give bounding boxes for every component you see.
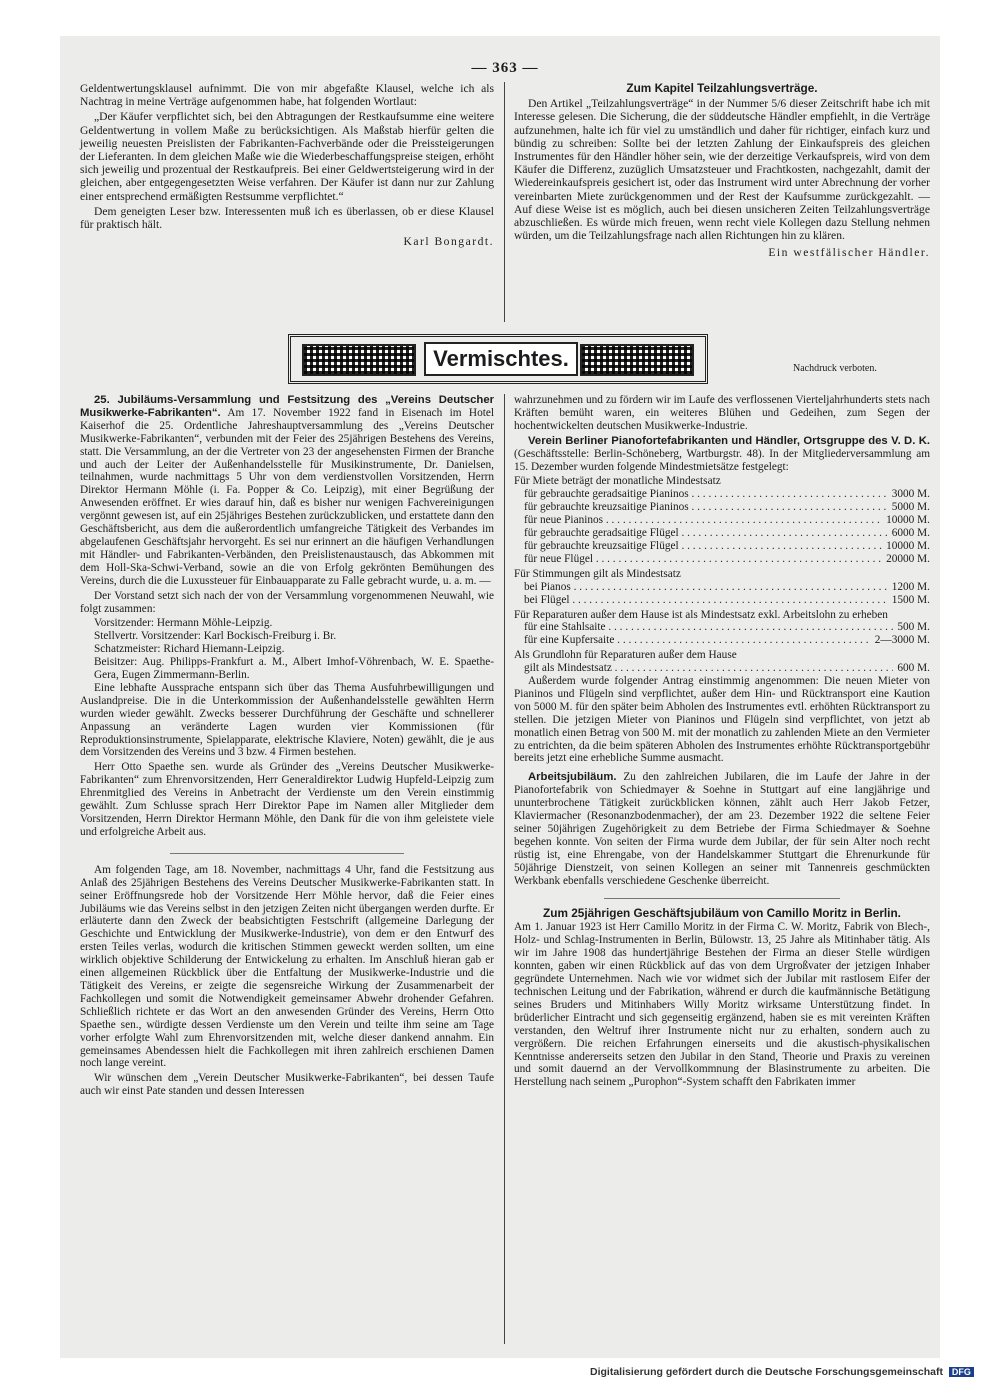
paragraph: Wir wünschen dem „Verein Deutscher Musikwerke-Fabrikanten“, bei dessen Taufe auch wir einst Pate standen und dessen Interessen bbox=[80, 1072, 494, 1098]
footer-text: Digitalisierung gefördert durch die Deutsche Forschungsgemeinschaft bbox=[590, 1366, 943, 1378]
rate-group-heading: Für Stimmungen gilt als Mindestsatz bbox=[514, 567, 681, 580]
article-heading: Zum Kapitel Teilzahlungsverträge. bbox=[626, 81, 818, 95]
column-divider bbox=[504, 82, 505, 322]
signature: Karl Bongardt. bbox=[403, 235, 494, 249]
rate-label: für gebrauchte kreuzsaitige Pianinos . . . bbox=[524, 501, 888, 514]
rate-label: für gebrauchte kreuzsaitige Flügel . . . bbox=[524, 540, 882, 553]
rate-value: 6000 M. bbox=[891, 527, 930, 540]
article-lead: 25. Jubiläums-Versammlung und Festsitzung des „Vereins Deutscher Musikwerke-Fabrikanten“. bbox=[80, 394, 494, 419]
separator bbox=[170, 841, 404, 854]
rate-row bbox=[514, 501, 930, 514]
separator bbox=[604, 890, 840, 899]
rate-row bbox=[514, 621, 930, 634]
rate-row bbox=[514, 594, 930, 607]
rate-group-heading: Als Grundlohn für Reparaturen außer dem Hause bbox=[514, 649, 737, 662]
rate-value: 500 M. bbox=[897, 621, 930, 634]
footer-credit bbox=[590, 1366, 974, 1378]
board-member: Stellvertr. Vorsitzender: Karl Bockisch-Freiburg i. Br. bbox=[94, 630, 337, 643]
rate-row bbox=[514, 540, 930, 553]
paragraph: Der Vorstand setzt sich nach der von der Versammlung vorgenommenen Neuwahl, wie folgt zusammen: bbox=[80, 589, 494, 615]
rate-group-heading: Für Miete beträgt der monatliche Mindestsatz bbox=[514, 475, 721, 488]
section-title: Vermischtes. bbox=[424, 342, 578, 376]
rate-label: für eine Stahlsaite . . . bbox=[524, 621, 893, 634]
article-lead: Verein Berliner Pianofortefabrikanten und Händler, Ortsgruppe des V. D. K. bbox=[528, 434, 930, 447]
rate-row bbox=[514, 514, 930, 527]
paragraph: Dem geneigten Leser bzw. Interessenten muß ich es überlassen, ob er diese Klausel für praktisch hält. bbox=[80, 204, 494, 232]
article-heading: Zum 25jährigen Geschäftsjubiläum von Camillo Moritz in Berlin. bbox=[543, 905, 901, 920]
right-top-column bbox=[514, 82, 930, 260]
rate-label: für gebrauchte geradsaitige Pianinos . . . bbox=[524, 488, 888, 501]
left-main-column bbox=[80, 394, 494, 1100]
board-member: Vorsitzender: Hermann Möhle-Leipzig. bbox=[94, 617, 273, 630]
quoted-clause: „Der Käufer verpflichtet sich, bei den Abtragungen der Restkaufsumme eine weitere Geldentwertung in vollem Maße zu berücksichtigen. Als Maßstab hierfür gelten die jeweilig neuesten Preislisten der Fabrikanten-Fachverbände oder die Preissteigerungen der Lieferanten. In dem gleichen Maße wie die Wiederbeschaffungspreise steigen, erhöht sich jeweilig und prozentual der Restkaufpreis. Bei einer Geldwertsteigerung wird in der gleichen, aber entgegengesetzten Weise verfahren. Der Käufer ist dann nur zur Zahlung einer entsprechend ermäßigten Restsumme verpflichtet.“ bbox=[80, 110, 494, 203]
article-body: Am 17. November 1922 fand in Eisenach im Hotel Kaiserhof die 25. Ordentliche Jahreshauptversammlung des „Vereins Deutscher Musikwerke-Fabrikanten“, verbunden mit der Feier des 25jährigen Bestehens des Vereins, statt. Die Versammlung, an der die Vertreter von 23 der angesehensten Firmen der Branche und auch der Leiter der Außenhandelsstelle für Musikinstrumente, Dr. Danielsen, teilnahmen, wurde nachmittags 5 Uhr von dem verdienstvollen Vorsitzenden, Herrn Direktor Hermann Möhle (i. Fa. Popper & Co. Leipzig), mit einer Begrüßung der Anwesenden eröffnet. Er wies darauf hin, daß es bisher nur wenigen Fachvereinigungen vergönnt gewesen ist, auf ein 25jähriges Bestehen zurückzublicken, und erstattete dann den Geschäftsbericht, aus dem die außerordentlich umfangreiche Tätigkeit des Verbandes im abgelaufenen Geschäftsjahr hervorgeht. Es sei nur erinnert an die häufigen Verhandlungen mit Händler- und Fabrikanten-Verbänden, den Preislistenaustausch, das Abkommen mit dem Holl-Ska-Schwi-Verband, sowie an die von Erfolg gekrönten Bemühungen des Vereins, durch die die Luxussteuer für Einbauapparate zu Falle gebracht wurde, u. a. m. — bbox=[80, 406, 495, 587]
article-verein bbox=[514, 435, 930, 474]
rate-value: 10000 M. bbox=[886, 514, 930, 527]
rate-value: 600 M. bbox=[897, 662, 930, 675]
left-top-column bbox=[80, 82, 494, 248]
rate-value: 2—3000 M. bbox=[874, 634, 930, 647]
rate-value: 1500 M. bbox=[891, 593, 930, 606]
rate-label: bei Pianos . . . bbox=[524, 581, 888, 594]
rate-label: für gebrauchte geradsaitige Flügel . . . bbox=[524, 527, 888, 540]
dfg-logo: DFG bbox=[949, 1367, 974, 1377]
board-list bbox=[80, 617, 494, 682]
right-main-column bbox=[514, 394, 930, 1091]
paragraph: Den Artikel „Teilzahlungsverträge“ in der Nummer 5/6 dieser Zeitschrift habe ich mit Interesse gelesen. Die Sicherung, die der süddeutsche Händler empfiehlt, in die Verträge aufzunehmen, halte ich für viel zu umständlich und daher für richtiger, einfach kurz und bündig zu schreiben: Sollte bei der letzten Zahlung der Einkaufspreis des gleichen Instrumentes für den Händler höher sein, wie der derzeitige Verkaufspreis, wird von dem Käufer die Differenz, zuzüglich Umsatzsteuer und Frachtkosten, nachgezahlt, damit der Wiedereinkaufspreis gesichert ist, oder das Instrument wird unter Abrechnung der vorher vereinbarten Miete zurückgenommen und der Rest der Kaufsumme zurückgezahlt. — Auf diese Weise ist es möglich, auch bei diesen unsicheren Zeiten Teilzahlungsverträge abzuschließen. Es würde mich freuen, wenn recht viele Kollegen dazu Stellung nehmen würden, um die Teilzahlungsfrage nach allen Richtungen hin zu klären. bbox=[514, 97, 930, 243]
rate-label: für eine Kupfersaite . . . bbox=[524, 634, 871, 647]
rate-value: 1200 M. bbox=[891, 580, 930, 593]
signature: Ein westfälischer Händler. bbox=[768, 246, 930, 260]
article-arbeitsjubilaeum bbox=[514, 771, 930, 887]
article-lead: Arbeitsjubiläum. bbox=[528, 771, 617, 784]
rate-label: gilt als Mindestsatz . . . bbox=[524, 662, 893, 675]
rate-row bbox=[514, 527, 930, 540]
section-banner bbox=[288, 334, 708, 384]
article-body: (Geschäftsstelle: Berlin-Schöneberg, Wartburgstr. 48). In der Mitgliederversammlung am 15. Dezember wurden folgende Mindestmietsätze festgelegt: bbox=[514, 447, 930, 473]
rate-row bbox=[514, 553, 930, 566]
rate-label: bei Flügel . . . bbox=[524, 594, 888, 607]
rate-label: für neue Pianinos . . . bbox=[524, 514, 882, 527]
paragraph: wahrzunehmen und zu fördern wir im Laufe des verflossenen Vierteljahrhunderts stets nach Kräften bemüht waren, ein weiteres Blühen und Gedeihen, zum Segen der hochentwickelten deutschen Musikwerke-Industrie. bbox=[514, 394, 930, 432]
paragraph: Herr Otto Spaethe sen. wurde als Gründer des „Vereins Deutscher Musikwerke-Fabrikanten“ zum Ehrenvorsitzenden, Herr Generaldirektor Ludwig Hupfeld-Leipzig zum Ehrenmitglied des Vereins in Anbetracht der Verdienste um den Verein einstimmig gewählt. Zum Schlusse sprach Herr Direktor Pape im Namen aller Mitglieder dem Vorsitzenden, Herrn Direktor Hermann Möhle, den Dank für die von ihm geleistete viele und erfolgreiche Arbeit aus. bbox=[80, 761, 494, 838]
board-member: Beisitzer: Aug. Philipps-Frankfurt a. M., Albert Imhof-Vöhrenbach, W. E. Spaethe-Gera, Eugen Zimmermann-Berlin. bbox=[94, 656, 494, 682]
rate-row bbox=[514, 634, 930, 647]
rate-value: 20000 M. bbox=[886, 552, 930, 565]
paragraph: Am folgenden Tage, am 18. November, nachmittags 4 Uhr, fand die Festsitzung aus Anlaß des 25jährigen Bestehens des Vereins Deutscher Musikwerke-Fabrikanten statt. In seiner Eröffnungsrede hob der Vorsitzende Herr Möhle hervor, daß die Feier eines Jubiläums wie das Vereins selbst in den jetzigen Zeiten nicht übergangen werden durfte. Er erläuterte dann den Zweck der beabsichtigten Festschrift (allgemeine Darlegung der Geschichte und Entwicklung der Musikwerke-Industrie), von dem er den Entwurf des ersten Teiles verlas, wodurch die kritischen Stimmen geweckt werden sollten, um eine wirklich objektive Schilderung der Entwickelung zu erhalten. Im Anschluß hieran gab er einen allgemeinen Rückblick über die Entfaltung der Musikwerke-Industrie und die Tätigkeit des Vereins, er zeigte die segensreiche Wirkung der Zusammenarbeit der Fachkollegen und somit die Notwendigkeit gemeinsamer Abwehr drohender Gefahren. Schließlich richtete er das Wort an den anwesenden Gründer des Vereins, Herrn Otto Spaethe sen., würdigte dessen Verdienste um den Verein und teilte ihm seine am Tage vorher erfolgte Wahl zum Ehrenvorsitzenden mit, welche dieser dankend annahm. Ein gemeinsames Abendessen hielt die Fachkollegen mit ihren zahlreich erschienen Damen noch lange vereint. bbox=[80, 863, 494, 1070]
rate-value: 10000 M. bbox=[886, 539, 930, 552]
page-number: — 363 — bbox=[471, 60, 539, 76]
rate-value: 5000 M. bbox=[891, 501, 930, 514]
rate-row bbox=[514, 488, 930, 501]
reprint-notice: Nachdruck verboten. bbox=[793, 363, 877, 374]
paragraph: Eine lebhafte Aussprache entspann sich über das Thema Ausfuhrbewilligungen und Auslandpreise. Die in die Unterkommission der Außenhandelsstelle gewählten Herrn wurden wieder gewählt. Zwecks besserer Durchführung der Geschäfte und schnellerer Anpassung an veränderte Lagen wurden vier Kommissionen (für Reproduktionsinstrumente, Spielapparate, elektrische Klaviere, Noten) gewählt, die je aus dem Vorsitzenden des Vereins und 3 bzw. 4 Firmen bestehen. bbox=[80, 681, 494, 759]
rate-label: für neue Flügel . . . bbox=[524, 553, 882, 566]
paragraph: Außerdem wurde folgender Antrag einstimmig angenommen: Die neuen Mieter von Pianinos und Flügeln sind verpflichtet, außer dem Hin- und Rücktransport eine Kaution von 5000 M. für den später beim Abholen des Instrumentes evtl. erhöhten Rücktransport zu stellen. Die jetzigen Mieter von Pianinos und Flügeln sind verpflichtet, von jetzt ab monatlich einen Betrag von 500 M. mit der monatlich zu zahlenden Miete an den Vermieter zu entrichten, da die beim späteren Abholen des Instrumentes erhöhte Rücktransportgebühr bereits jetzt eine erhebliche Summe ausmacht. bbox=[514, 675, 930, 765]
rate-value: 3000 M. bbox=[891, 488, 930, 501]
column-divider bbox=[504, 394, 505, 1344]
rate-row bbox=[514, 662, 930, 675]
rate-group-heading: Für Reparaturen außer dem Hause ist als Mindestsatz exkl. Arbeitslohn zu erheben bbox=[514, 608, 888, 621]
paragraph: Geldentwertungsklausel aufnimmt. Die von mir abgefaßte Klausel, welche ich als Nachtrag in meine Verträge aufgenommen habe, hat folgenden Wortlaut: bbox=[80, 82, 494, 109]
rate-row bbox=[514, 581, 930, 594]
rate-table bbox=[514, 475, 930, 675]
article-jubilaeum bbox=[80, 394, 494, 588]
ornament-pattern-left bbox=[302, 344, 416, 376]
board-member: Schatzmeister: Richard Hiemann-Leipzig. bbox=[94, 643, 285, 656]
ornament-pattern-right bbox=[580, 344, 694, 376]
article-body: Zu den zahlreichen Jubilaren, die im Laufe der Jahre in der Pianofortefabrik von Schiedmayer & Soehne in Stuttgart auf eine langjährige und ununterbrochene Tätigkeit zurückblicken können, zählt auch Herr Jakob Fetzer, Klaviermacher (Resonanzbodenmacher), der am 23. Dezember 1922 die seltene Feier seiner 50jährigen Zugehörigkeit zu dem Betriebe der Firma Schiedmayer & Soehne begehen konnte. Von seiten der Firma wurde dem Jubilar, der für sein Alter noch recht rüstig ist, eine Ehrengabe, von der Handelskammer Stuttgart die Ehrenurkunde für 50jährige Dienstzeit, von seinen Kollegen an seiner mit Tannenreis geschmückten Werkbank ebenfalls verschiedene Geschenke überreicht. bbox=[514, 771, 930, 887]
paragraph: Am 1. Januar 1923 ist Herr Camillo Moritz in der Firma C. W. Moritz, Fabrik von Blech-, Holz- und Schlag-Instrumenten in Berlin, Bülowstr. 13, 25 Jahre als Mitinhaber tätig. Als wir im Jahre 1908 das hundertjährige Bestehen der Firma an dieser Stelle würdigen konnten, gaben wir einen Rückblick auf das von dem Urgroßvater der jetzigen Inhaber gegründete Unternehmen. Nach wie vor widmet sich der Jubilar mit rastlosem Eifer der technischen Leitung und der Fabrikation, während er durch die kaufmännische Betätigung seines Bruders und Mitinhabers Willy Moritz wirksame Unterstützung findet. In brüderlicher Eintracht und sich gegenseitig ergänzend, haben sie es mit vereinten Kräften verstanden, den Weltruf ihrer Instrumente nicht nur zu erhalten, sondern auch zu vergrößern. Die reichen Erfahrungen einerseits und die akustisch-physikalischen Kenntnisse andererseits setzen den Jubilar in den Stand, Theorie und Praxis zu vereinen und somit dauernd an der Vervollkommnung der Blasinstrumente zu arbeiten. Die Herstellung nach seinem „Purophon“-System schafft den Fabrikaten immer bbox=[514, 921, 930, 1089]
